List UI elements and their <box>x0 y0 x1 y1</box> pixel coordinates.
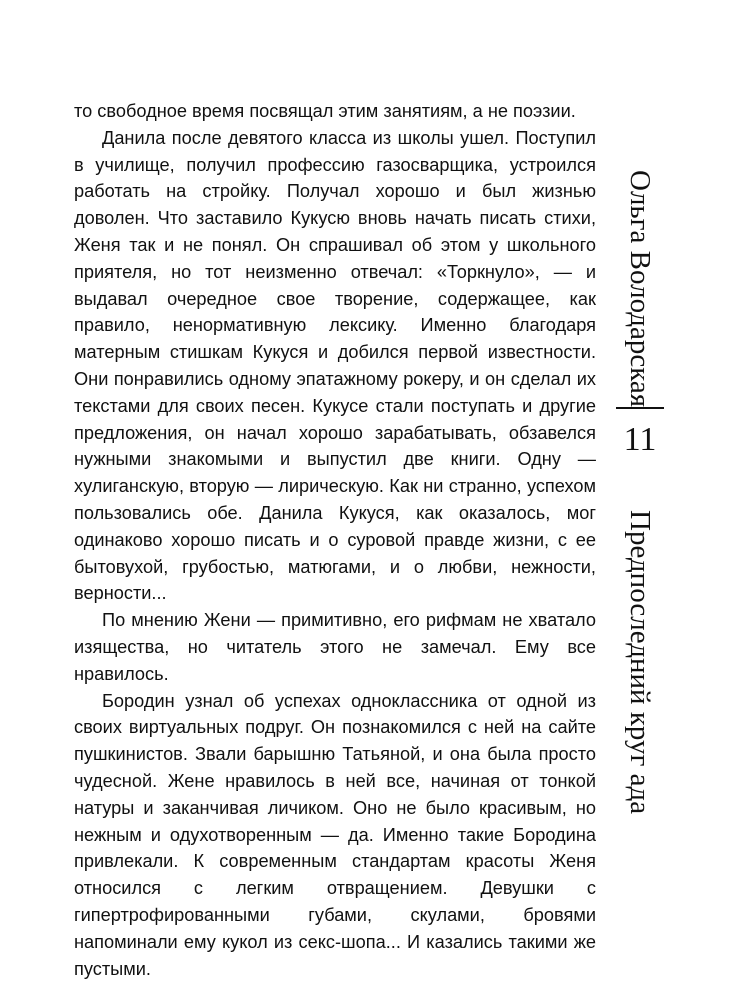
paragraph-4: Бородин узнал об успехах одноклассника от одной из своих виртуальных подруг. Он познакомился с ней на сайте пушкинистов. Звали барышню Татьяной, и она была просто чудесной. Жене нравилось в ней все, начиная от тонкой натуры и заканчивая личиком. Оно не было красивым, но нежным и одухотворенным — да. Именно такие Бородина привлекали. К современным стандартам красоты Женя относился с легким отвращением. Девушки с гипертрофированными губами, скулами, бровями напоминали ему кукол из секс-шопа... И казались такими же пустыми. <box>74 690 596 979</box>
book-title: Предпоследний круг ада <box>624 510 656 815</box>
running-head-divider <box>616 407 664 409</box>
paragraph-3: По мнению Жени — примитивно, его рифмам не хватало изящества, но читатель этого не замечал. Ему все нравилось. <box>74 610 596 684</box>
paragraph-2: Данила после девятого класса из школы ушел. Поступил в училище, получил профессию газосварщика, устроился работать на стройку. Получал хорошо и был жизнью доволен. Что заставило Кукусю вновь начать писать стихи, Женя так и не понял. Он спрашивал об этом у школьного приятеля, но тот неизменно отвечал: «Торкнуло», — и выдавал очередное свое творение, содержащее, как правило, ненормативную лексику. Именно благодаря матерным стишкам Кукуся и добился первой известности. Они понравились одному эпатажному рокеру, и он сделал их текстами для своих песен. Кукусе стали поступать и другие предложения, он начал хорошо зарабатывать, обзавелся нужными знакомыми и выпустил две книги. Одну — хулиганскую, вторую — лирическую. Как ни странно, успехом пользовались обе. Данила Кукуся, как оказалось, мог одинаково хорошо писать и о суровой правде жизни, с ее бытовухой, грубостью, матюгами, и о любви, нежности, верности... <box>74 127 596 604</box>
paragraph-1: то свободное время посвящал этим занятиям, а не поэзии. <box>74 101 576 121</box>
author-name: Ольга Володарская <box>624 170 656 408</box>
page-number: 11 <box>623 421 657 458</box>
body-text <box>74 98 596 982</box>
running-head <box>608 170 668 820</box>
